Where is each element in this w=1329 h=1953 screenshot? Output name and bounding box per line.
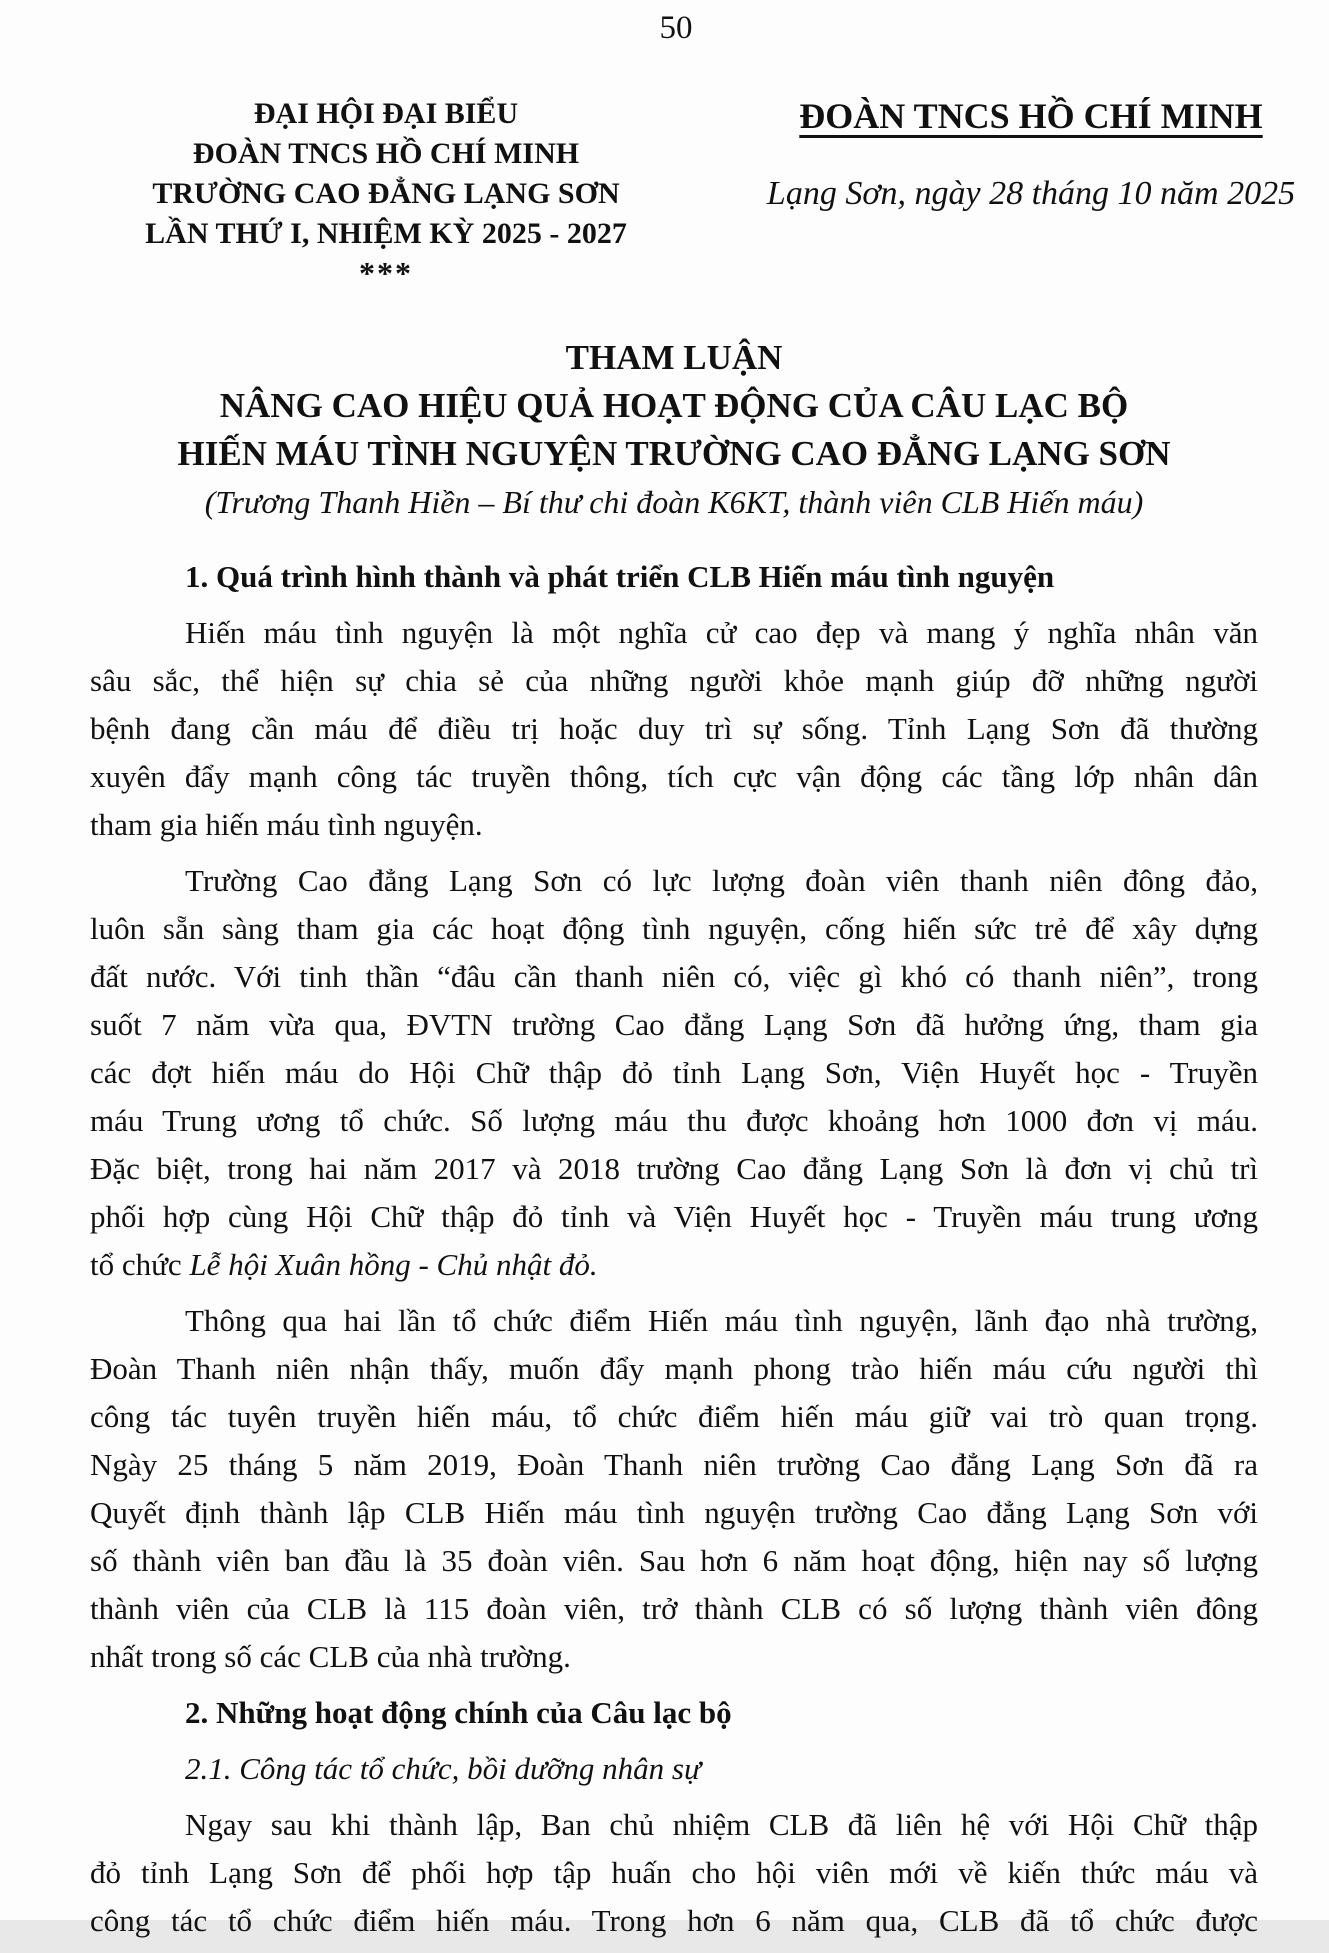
document-title-line: NÂNG CAO HIỆU QUẢ HOẠT ĐỘNG CỦA CÂU LẠC BỘ xyxy=(219,386,1129,425)
document-type-label: THAM LUẬN xyxy=(565,338,783,377)
organization-title: ĐOÀN TNCS HỒ CHÍ MINH xyxy=(799,96,1263,136)
organization-block xyxy=(746,94,1316,214)
body-line: xuyên đẩy mạnh công tác truyền thông, tích cực vận động các tầng lớp nhân dân xyxy=(90,759,1258,794)
body-line: Đặc biệt, trong hai năm 2017 và 2018 trường Cao đẳng Lạng Sơn là đơn vị chủ trì xyxy=(90,1151,1258,1186)
plain-text: tổ chức xyxy=(90,1247,190,1282)
place-dateline: Lạng Sơn, ngày 28 tháng 10 năm 2025 xyxy=(766,175,1296,212)
body-line: công tác tổ chức điểm hiến máu. Trong hơn 6 năm qua, CLB đã tổ chức được xyxy=(90,1903,1258,1938)
issuing-unit-line: ĐẠI HỘI ĐẠI BIỂU xyxy=(253,97,519,130)
body-line: Trường Cao đẳng Lạng Sơn có lực lượng đoàn viên thanh niên đông đảo, xyxy=(185,863,1258,898)
body-line: đất nước. Với tinh thần “đâu cần thanh niên có, việc gì khó có thanh niên”, trong xyxy=(90,959,1258,994)
body-line: thành viên của CLB là 115 đoàn viên, trở thành CLB có số lượng thành viên đông xyxy=(90,1591,1258,1626)
body-line: Ngày 25 tháng 5 năm 2019, Đoàn Thanh niên trường Cao đẳng Lạng Sơn đã ra xyxy=(90,1447,1258,1482)
body-line: Ngay sau khi thành lập, Ban chủ nhiệm CLB đã liên hệ với Hội Chữ thập xyxy=(185,1807,1258,1842)
section-heading: 2.1. Công tác tổ chức, bồi dưỡng nhân sự xyxy=(185,1751,701,1786)
body-line: công tác tuyên truyền hiến máu, tổ chức điểm hiến máu giữ vai trò quan trọng. xyxy=(90,1399,1258,1434)
body-line: Đoàn Thanh niên nhận thấy, muốn đẩy mạnh phong trào hiến máu cứu người thì xyxy=(90,1351,1258,1386)
issuing-unit-line: ĐOÀN TNCS HỒ CHÍ MINH xyxy=(192,137,580,170)
section-heading: 2. Những hoạt động chính của Câu lạc bộ xyxy=(185,1695,732,1730)
body-line: các đợt hiến máu do Hội Chữ thập đỏ tỉnh Lạng Sơn, Viện Huyết học - Truyền xyxy=(90,1055,1258,1090)
body-line: đỏ tỉnh Lạng Sơn để phối hợp tập huấn cho hội viên mới về kiến thức máu và xyxy=(90,1855,1258,1890)
body-line: tham gia hiến máu tình nguyện. xyxy=(90,807,483,842)
body-line: máu Trung ương tổ chức. Số lượng máu thu được khoảng hơn 1000 đơn vị máu. xyxy=(90,1103,1258,1138)
header-separator-stars: *** xyxy=(359,255,413,291)
section-heading: 1. Quá trình hình thành và phát triển CLB Hiến máu tình nguyện xyxy=(185,559,1055,594)
body-paragraph xyxy=(90,609,1258,849)
issuing-unit-line: LẦN THỨ I, NHIỆM KỲ 2025 - 2027 xyxy=(145,217,627,250)
body-line: Quyết định thành lập CLB Hiến máu tình nguyện trường Cao đẳng Lạng Sơn với xyxy=(90,1495,1258,1530)
body-paragraph xyxy=(90,1801,1258,1945)
byline: (Trương Thanh Hiền – Bí thư chi đoàn K6KT, thành viên CLB Hiến máu) xyxy=(204,484,1144,520)
body-line: số thành viên ban đầu là 35 đoàn viên. Sau hơn 6 năm hoạt động, hiện nay số lượng xyxy=(90,1543,1258,1578)
issuing-unit-line: TRƯỜNG CAO ĐẲNG LẠNG SƠN xyxy=(152,177,620,210)
body-line: phối hợp cùng Hội Chữ thập đỏ tỉnh và Viện Huyết học - Truyền máu trung ương xyxy=(90,1199,1258,1234)
document-title-block xyxy=(90,334,1258,526)
body-line: Hiến máu tình nguyện là một nghĩa cử cao đẹp và mang ý nghĩa nhân văn xyxy=(185,615,1258,650)
document-header xyxy=(96,94,1316,290)
document-body xyxy=(90,553,1258,1953)
document-title-line: HIẾN MÁU TÌNH NGUYỆN TRƯỜNG CAO ĐẲNG LẠNG SƠN xyxy=(177,434,1171,473)
body-paragraph xyxy=(90,857,1258,1289)
body-line: suốt 7 năm vừa qua, ĐVTN trường Cao đẳng Lạng Sơn đã hưởng ứng, tham gia xyxy=(90,1007,1258,1042)
issuing-unit-block xyxy=(96,94,676,290)
body-line: sâu sắc, thể hiện sự chia sẻ của những người khỏe mạnh giúp đỡ những người xyxy=(90,663,1258,698)
emphasized-text: Lễ hội Xuân hồng - Chủ nhật đỏ. xyxy=(189,1247,598,1282)
body-line: luôn sẵn sàng tham gia các hoạt động tình nguyện, cống hiến sức trẻ để xây dựng xyxy=(90,911,1258,946)
body-line: bệnh đang cần máu để điều trị hoặc duy trì sự sống. Tỉnh Lạng Sơn đã thường xyxy=(90,711,1258,746)
body-line xyxy=(90,1241,1258,1289)
body-line: nhất trong số các CLB của nhà trường. xyxy=(90,1639,571,1674)
body-paragraph xyxy=(90,1297,1258,1681)
body-line: Thông qua hai lần tổ chức điểm Hiến máu tình nguyện, lãnh đạo nhà trường, xyxy=(185,1303,1258,1338)
page-number: 50 xyxy=(659,10,693,46)
